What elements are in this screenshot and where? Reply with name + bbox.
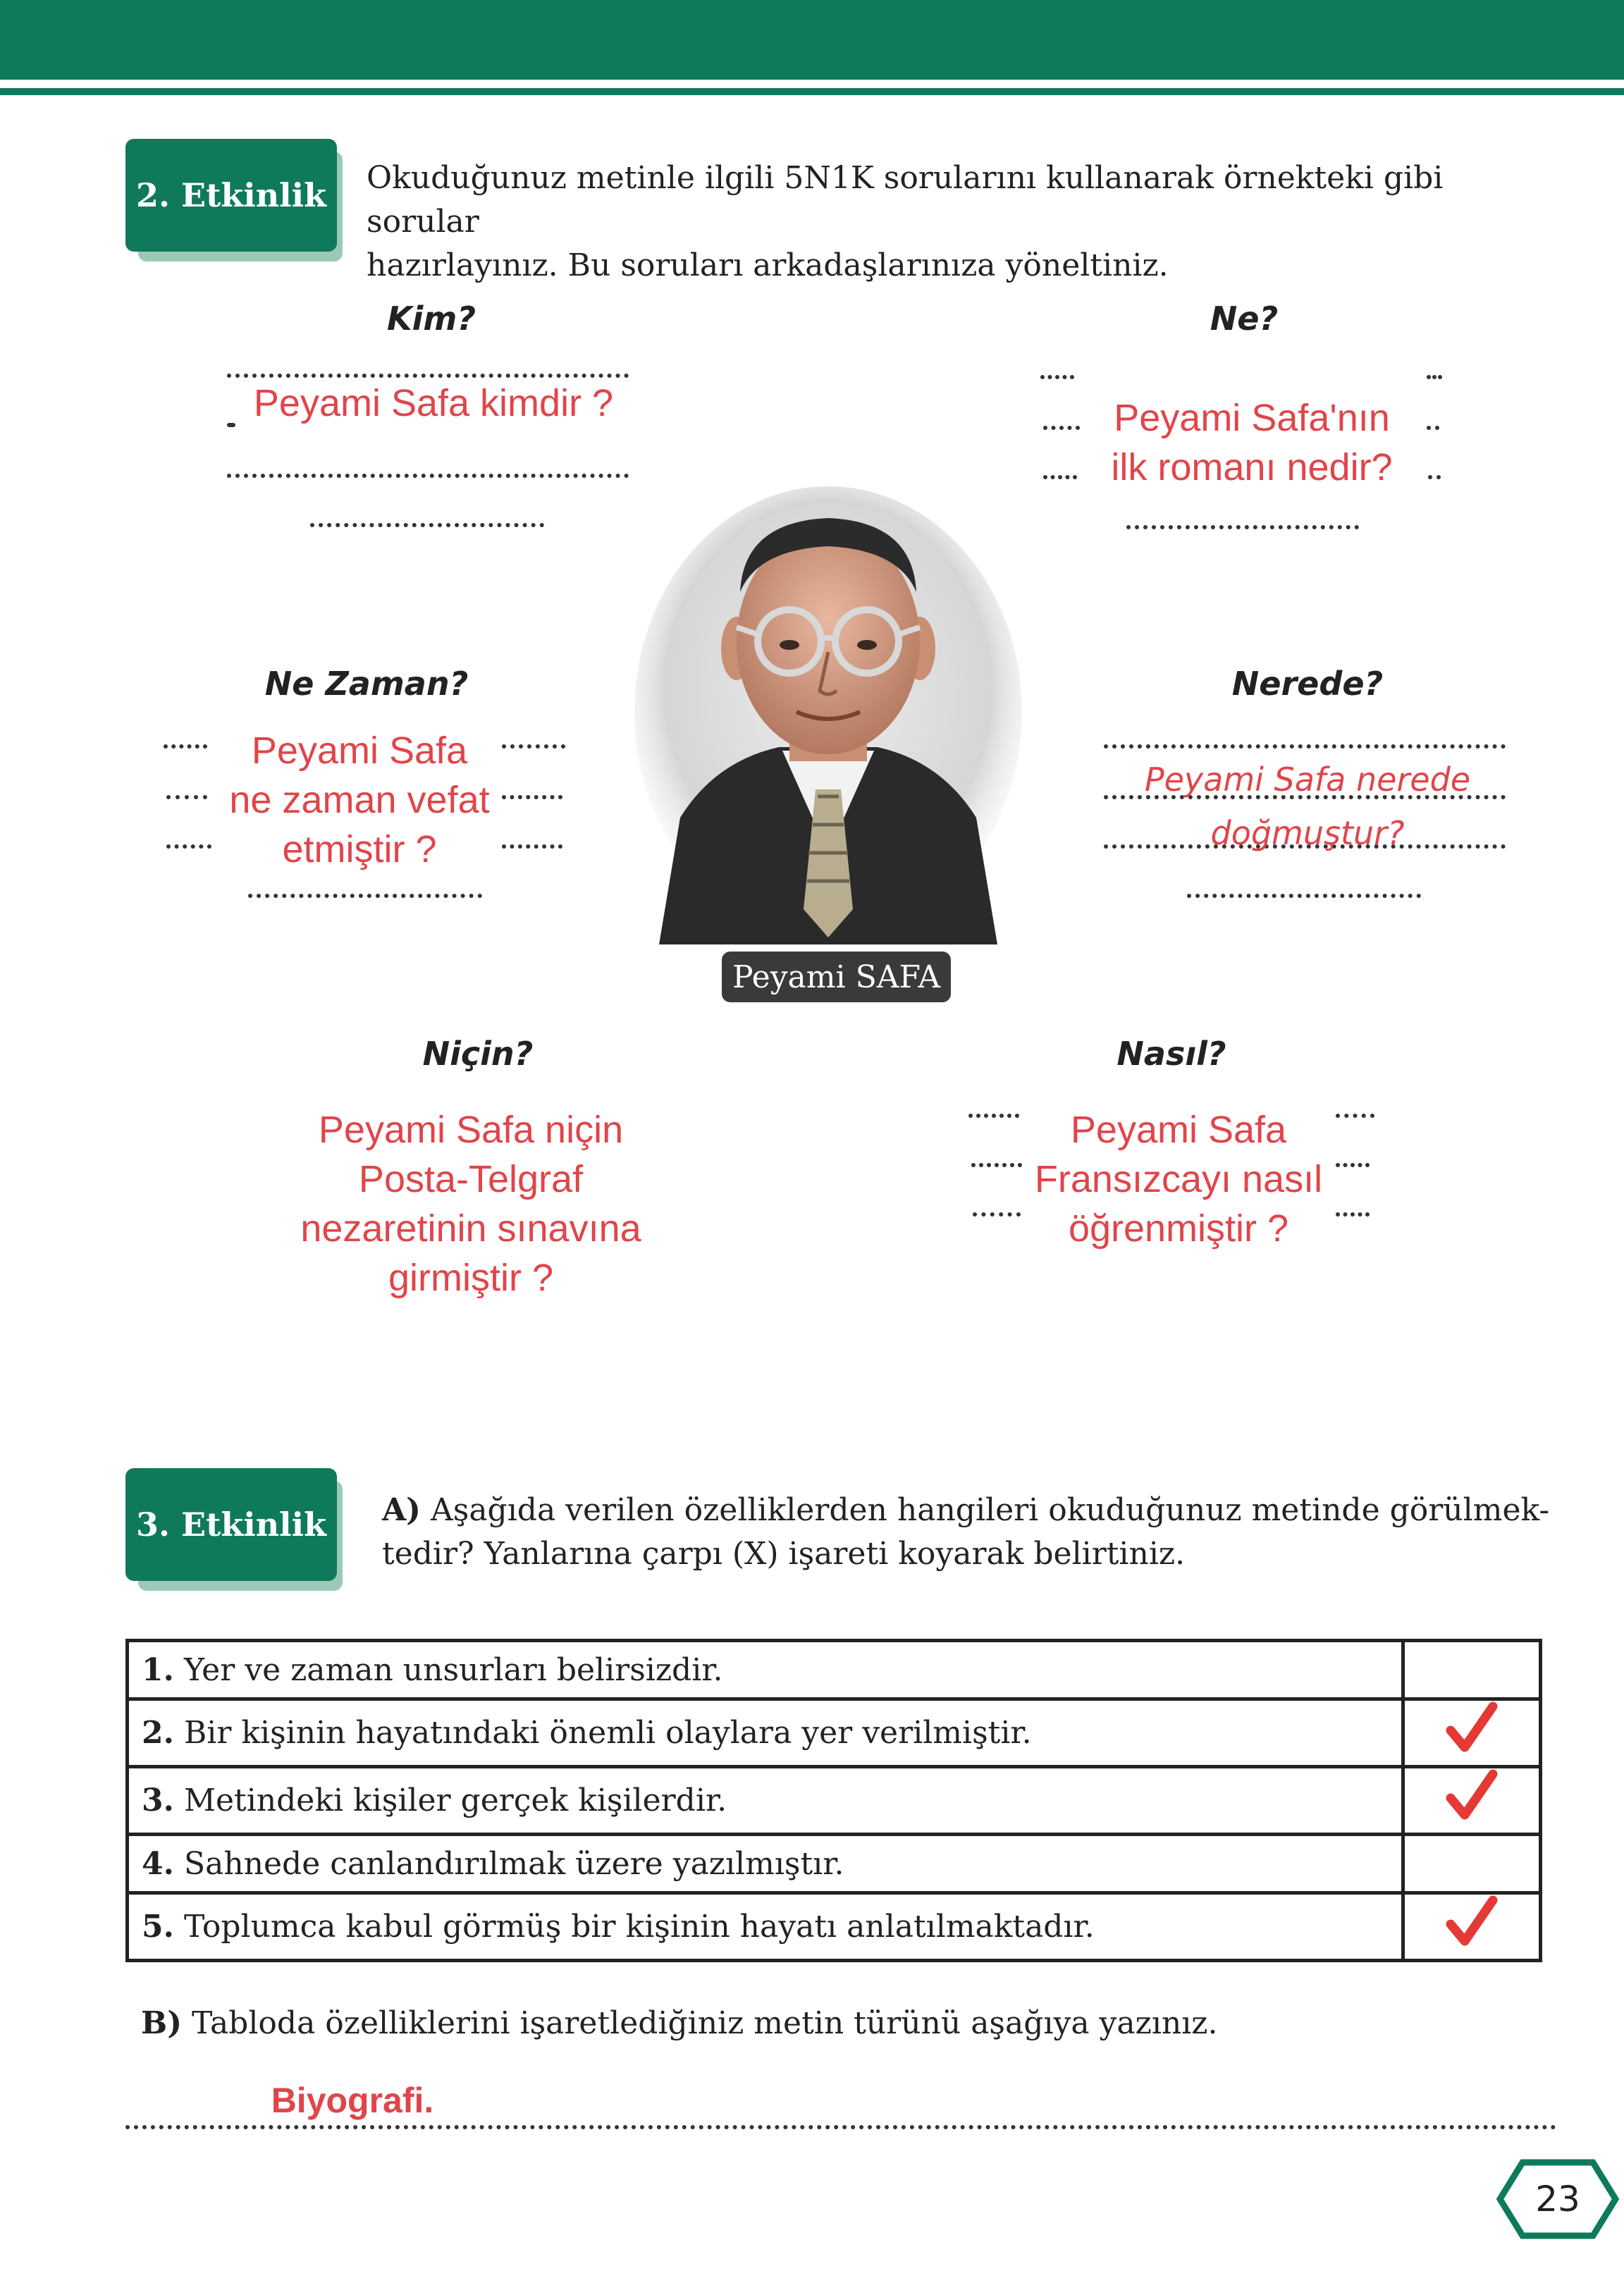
activity2-badge-label: 2. Etkinlik (125, 139, 337, 252)
table-cell-mark[interactable] (1403, 1699, 1541, 1767)
question-label-nicin: Niçin? (422, 1035, 534, 1073)
dotted-line (968, 1114, 1019, 1118)
row-number: 1. (142, 1651, 174, 1688)
question-label-nasil: Nasıl? (1116, 1035, 1226, 1073)
features-table (125, 1639, 1542, 1962)
answer-nerede (1145, 753, 1470, 860)
row-number: 3. (142, 1783, 174, 1818)
table-row (128, 1835, 1541, 1893)
question-label-nerede: Nerede? (1231, 665, 1384, 703)
answer-dotted-line (125, 2125, 1556, 2129)
answer-nicin-line1: Peyami Safa niçin (318, 1109, 624, 1151)
dotted-line (502, 844, 562, 849)
activity3-badge (125, 1468, 344, 1592)
dotted-line (1427, 426, 1439, 430)
table-cell-mark[interactable] (1403, 1767, 1541, 1835)
header-bar (0, 0, 1624, 80)
dotted-line (166, 795, 207, 799)
dotted-line (164, 744, 207, 749)
dotted-line (227, 374, 629, 378)
answer-nicin-line3: nezaretinin sınavına (300, 1207, 641, 1250)
table-cell-mark[interactable] (1403, 1893, 1541, 1961)
answer-ne-zaman-line3: etmiştir ? (282, 828, 437, 870)
answer-ne-line1: Peyami Safa'nın (1114, 397, 1390, 439)
row-number: 4. (142, 1845, 174, 1882)
activity2-instruction (367, 156, 1565, 288)
activity3-b-prefix: B) (141, 2005, 183, 2041)
answer-nicin-line4: girmiştir ? (388, 1257, 553, 1299)
activity3-a-prefix: A) (382, 1492, 421, 1528)
dotted-line (1428, 475, 1441, 479)
dotted-line (1187, 894, 1421, 898)
answer-ne-zaman-line2: ne zaman vefat (229, 779, 490, 821)
table-row (128, 1893, 1541, 1961)
answer-ne-zaman-line1: Peyami Safa (251, 730, 468, 772)
table-cell-mark[interactable] (1403, 1835, 1541, 1893)
answer-ne (1111, 393, 1392, 492)
activity3-a-line1: Aşağıda verilen özelliklerden hangileri okuduğunuz metinde görülmek- (430, 1492, 1550, 1528)
answer-nasil-line2: Fransızcayı nasıl (1034, 1158, 1323, 1200)
dotted-line (1040, 375, 1074, 379)
table-cell-text (128, 1835, 1403, 1893)
answer-nicin-line2: Posta-Telgraf (358, 1158, 584, 1200)
dotted-line (1126, 525, 1359, 529)
dotted-line (502, 795, 562, 799)
row-text: Sahnede canlandırılmak üzere yazılmıştır. (183, 1845, 844, 1882)
page-number-label: 23 (1535, 2179, 1580, 2220)
question-label-kim: Kim? (386, 300, 476, 338)
table-cell-text (128, 1767, 1403, 1835)
table-row (128, 1641, 1541, 1699)
dotted-line (1336, 1212, 1370, 1217)
answer-ne-line2: ilk romanı nedir? (1111, 446, 1393, 488)
activity3-b-text: Tabloda özelliklerini işaretlediğiniz metin türünü aşağıya yazınız. (192, 2005, 1218, 2041)
row-text: Yer ve zaman unsurları belirsizdir. (183, 1651, 723, 1688)
answer-kim: Peyami Safa kimdir ? (253, 382, 614, 424)
activity2-instruction-line1: Okuduğunuz metinle ilgili 5N1K sorularını kullanarak örnekteki gibi sorular (367, 160, 1444, 240)
answer-b: Biyografi. (271, 2081, 434, 2120)
activity3-badge-label: 3. Etkinlik (125, 1468, 337, 1581)
table-row (128, 1767, 1541, 1835)
activity3-instruction (382, 1489, 1566, 1576)
check-icon (1444, 1895, 1500, 1951)
table-cell-text (128, 1699, 1403, 1767)
check-icon (1444, 1701, 1500, 1757)
dotted-line (502, 744, 565, 749)
dotted-line (227, 474, 629, 478)
dotted-line (973, 1212, 1021, 1217)
dotted-line (971, 1163, 1022, 1167)
answer-nerede-line1: Peyami Safa nerede (1144, 761, 1471, 799)
question-label-ne: Ne? (1210, 300, 1279, 338)
table-cell-text (128, 1641, 1403, 1699)
question-label-ne-zaman: Ne Zaman? (264, 665, 469, 703)
check-icon (1444, 1768, 1500, 1825)
dotted-line (1043, 475, 1077, 479)
answer-nasil-line1: Peyami Safa (1070, 1109, 1287, 1151)
row-number: 2. (142, 1715, 174, 1751)
activity2-instruction-line2: hazırlayınız. Bu soruları arkadaşlarınıza yöneltiniz. (367, 247, 1169, 283)
answer-nicin (300, 1105, 641, 1303)
activity3-b-instruction (141, 2002, 1480, 2045)
table-cell-mark[interactable] (1403, 1641, 1541, 1699)
row-number: 5. (142, 1909, 174, 1945)
activity2-badge (125, 139, 344, 262)
answer-nasil-line3: öğrenmiştir ? (1068, 1207, 1289, 1250)
portrait-caption: Peyami SAFA (722, 952, 951, 1002)
page-number (1494, 2157, 1621, 2241)
answer-nerede-line2: doğmuştur? (1210, 814, 1405, 852)
row-text: Bir kişinin hayatındaki önemli olaylara yer verilmiştir. (183, 1715, 1032, 1751)
portrait-image (631, 486, 1026, 944)
dotted-line (1336, 1114, 1374, 1118)
dotted-line (248, 894, 482, 898)
row-text: Metindeki kişiler gerçek kişilerdir. (183, 1783, 727, 1818)
dotted-line (1043, 426, 1080, 430)
dotted-line (1427, 375, 1442, 379)
activity3-a-line2: tedir? Yanlarına çarpı (X) işareti koyarak belirtiniz. (382, 1536, 1186, 1572)
dotted-line (227, 423, 235, 427)
dotted-line (1104, 744, 1506, 749)
answer-ne-zaman (229, 726, 489, 874)
dotted-line (166, 844, 211, 849)
dotted-line (310, 523, 544, 527)
answer-nasil (1035, 1105, 1322, 1253)
row-text: Toplumca kabul görmüş bir kişinin hayatı anlatılmaktadır. (183, 1909, 1095, 1945)
table-row (128, 1699, 1541, 1767)
header-line (0, 88, 1624, 95)
table-cell-text (128, 1893, 1403, 1961)
dotted-line (1336, 1163, 1370, 1167)
